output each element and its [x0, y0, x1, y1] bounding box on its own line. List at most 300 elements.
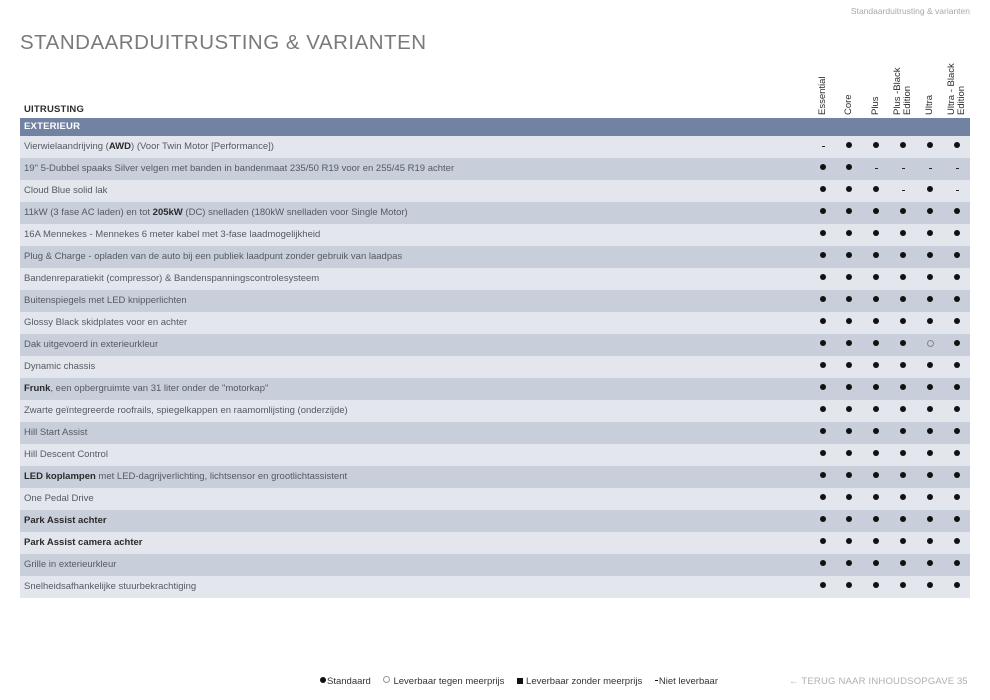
availability-cell: [947, 246, 967, 268]
standard-dot-icon: [873, 362, 879, 368]
standard-dot-icon: [900, 582, 906, 588]
table-row: [20, 136, 970, 158]
standard-dot-icon: [900, 208, 906, 214]
legend: [320, 676, 728, 687]
standard-dot-icon: [954, 208, 960, 214]
standard-dot-icon: [846, 582, 852, 588]
availability-cell: [866, 378, 886, 400]
not-available-dash-icon: [956, 190, 959, 192]
table-row: [20, 202, 970, 224]
availability-cell: [839, 444, 859, 466]
availability-cell: [813, 224, 833, 246]
availability-cell: [866, 532, 886, 554]
availability-cell: [813, 290, 833, 312]
availability-cell: [920, 290, 940, 312]
feature-label: [24, 576, 196, 598]
availability-cell: [866, 444, 886, 466]
availability-cell: [947, 334, 967, 356]
standard-dot-icon: [927, 384, 933, 390]
standard-dot-icon: [846, 538, 852, 544]
table-row: [20, 488, 970, 510]
standard-dot-icon: [954, 428, 960, 434]
availability-cell: [893, 576, 913, 598]
optional-circle-icon: [927, 340, 934, 347]
table-row: [20, 224, 970, 246]
standard-dot-icon: [927, 296, 933, 302]
standard-dot-icon: [954, 362, 960, 368]
feature-label-text: Grille in exterieurkleur: [24, 559, 117, 570]
standard-dot-icon: [927, 538, 933, 544]
feature-label: [24, 356, 95, 378]
standard-dot-icon: [820, 186, 826, 192]
availability-cell: [813, 532, 833, 554]
standard-dot-icon: [846, 516, 852, 522]
standard-dot-icon: [927, 428, 933, 434]
availability-cell: [893, 158, 913, 180]
table-row: [20, 378, 970, 400]
standard-dot-icon: [900, 230, 906, 236]
standard-dot-icon: [900, 296, 906, 302]
feature-label: [24, 510, 107, 532]
standard-dot-icon: [846, 274, 852, 280]
availability-cell: [947, 202, 967, 224]
standard-dot-icon: [954, 516, 960, 522]
feature-label-bold: LED koplampen: [24, 471, 96, 482]
feature-label: [24, 334, 158, 356]
availability-cell: [920, 158, 940, 180]
standard-dot-icon: [954, 142, 960, 148]
feature-label-text: , een opbergruimte van 31 liter onder de "motorkap": [50, 383, 269, 394]
row-header-label: UITRUSTING: [24, 104, 85, 115]
availability-cell: [813, 334, 833, 356]
availability-cell: [813, 422, 833, 444]
availability-cell: [893, 246, 913, 268]
availability-cell: [893, 488, 913, 510]
standard-dot-icon: [954, 384, 960, 390]
standard-dot-icon: [900, 318, 906, 324]
table-row: [20, 246, 970, 268]
feature-label-text: Glossy Black skidplates voor en achter: [24, 317, 188, 328]
availability-cell: [839, 510, 859, 532]
availability-cell: [813, 444, 833, 466]
table-row: [20, 422, 970, 444]
column-header-line: Edition: [956, 85, 967, 115]
availability-cell: [839, 356, 859, 378]
availability-cell: [813, 576, 833, 598]
standard-dot-icon: [820, 252, 826, 258]
standard-dot-icon: [820, 538, 826, 544]
availability-cell: [920, 444, 940, 466]
feature-label: [24, 554, 116, 576]
availability-cell: [920, 532, 940, 554]
column-header: [818, 76, 828, 115]
table-row: [20, 532, 970, 554]
standard-dot-icon: [873, 252, 879, 258]
feature-label-text: Plug & Charge - opladen van de auto bij een publiek laadpunt zonder gebruik van laadpas: [24, 251, 403, 262]
availability-cell: [947, 356, 967, 378]
availability-cell: [839, 180, 859, 202]
standard-dot-icon: [846, 296, 852, 302]
availability-cell: [813, 158, 833, 180]
standard-dot-icon: [873, 494, 879, 500]
feature-label-text: (DC) snelladen (180kW snelladen voor Single Motor): [182, 207, 408, 218]
standard-dot-icon: [820, 472, 826, 478]
feature-label-text: 16A Mennekes - Mennekes 6 meter kabel met 3-fase laadmogelijkheid: [24, 229, 321, 240]
standard-dot-icon: [900, 384, 906, 390]
feature-label-text: Bandenreparatiekit (compressor) & Bandenspanningscontrolesysteem: [24, 273, 320, 284]
feature-label: [24, 158, 454, 180]
standard-dot-icon: [846, 384, 852, 390]
availability-cell: [813, 356, 833, 378]
availability-cell: [839, 334, 859, 356]
column-header: [844, 94, 854, 115]
feature-label: [24, 488, 94, 510]
standard-dot-icon: [873, 384, 879, 390]
standard-dot-icon: [954, 450, 960, 456]
availability-cell: [893, 312, 913, 334]
standard-dot-icon: [927, 208, 933, 214]
availability-cell: [893, 510, 913, 532]
availability-cell: [893, 136, 913, 158]
availability-cell: [839, 532, 859, 554]
availability-cell: [839, 488, 859, 510]
table-row: [20, 400, 970, 422]
feature-label: [24, 136, 274, 158]
availability-cell: [813, 136, 833, 158]
standard-dot-icon: [846, 560, 852, 566]
table-row: [20, 510, 970, 532]
availability-cell: [839, 202, 859, 224]
feature-label-text: Zwarte geïntegreerde roofrails, spiegelkappen en raamomlijsting (onderzijde): [24, 405, 348, 416]
availability-cell: [893, 224, 913, 246]
availability-cell: [839, 158, 859, 180]
standard-dot-icon: [846, 208, 852, 214]
page-number: 35: [957, 676, 968, 687]
standard-dot-icon: [873, 296, 879, 302]
availability-cell: [893, 180, 913, 202]
availability-cell: [839, 400, 859, 422]
standard-dot-icon: [954, 472, 960, 478]
availability-cell: [947, 180, 967, 202]
availability-cell: [839, 378, 859, 400]
availability-cell: [893, 268, 913, 290]
availability-cell: [813, 554, 833, 576]
standard-dot-icon: [927, 494, 933, 500]
availability-cell: [813, 312, 833, 334]
feature-label: [24, 224, 320, 246]
availability-cell: [839, 422, 859, 444]
availability-cell: [947, 444, 967, 466]
standard-dot-icon: [820, 516, 826, 522]
table-row: [20, 576, 970, 598]
feature-label: [24, 180, 107, 202]
standard-dot-icon: [846, 230, 852, 236]
standard-dot-icon: [927, 362, 933, 368]
availability-cell: [893, 422, 913, 444]
availability-cell: [839, 290, 859, 312]
availability-cell: [893, 444, 913, 466]
running-head: Standaarduitrusting & varianten: [850, 6, 970, 16]
standard-dot-icon: [954, 296, 960, 302]
availability-cell: [866, 312, 886, 334]
standard-dot-icon: [846, 494, 852, 500]
feature-label-text: Hill Start Assist: [24, 427, 88, 438]
standard-dot-icon: [927, 582, 933, 588]
availability-cell: [866, 400, 886, 422]
availability-cell: [920, 180, 940, 202]
standard-dot-icon: [846, 406, 852, 412]
column-header-line: Plus -Black: [892, 67, 903, 115]
standard-dot-icon: [900, 252, 906, 258]
standard-dot-icon: [873, 406, 879, 412]
feature-label: [24, 466, 347, 488]
availability-cell: [839, 268, 859, 290]
availability-cell: [947, 466, 967, 488]
feature-label-text: Hill Descent Control: [24, 449, 108, 460]
availability-cell: [947, 554, 967, 576]
standard-dot-icon: [846, 472, 852, 478]
standard-dot-icon: [927, 230, 933, 236]
availability-cell: [813, 466, 833, 488]
availability-cell: [893, 400, 913, 422]
standard-dot-icon: [873, 538, 879, 544]
feature-label-text: Buitenspiegels met LED knipperlichten: [24, 295, 187, 306]
availability-cell: [920, 400, 940, 422]
availability-cell: [920, 356, 940, 378]
filled-square-icon: [517, 678, 523, 684]
availability-cell: [920, 202, 940, 224]
standard-dot-icon: [820, 494, 826, 500]
table-row: [20, 444, 970, 466]
standard-dot-icon: [846, 164, 852, 170]
standard-dot-icon: [900, 406, 906, 412]
availability-cell: [947, 576, 967, 598]
availability-cell: [893, 334, 913, 356]
column-header-line: Essential: [817, 76, 828, 115]
feature-label-text: Dynamic chassis: [24, 361, 96, 372]
availability-cell: [947, 290, 967, 312]
availability-cell: [947, 400, 967, 422]
availability-cell: [866, 202, 886, 224]
not-available-dash-icon: [822, 146, 825, 148]
standard-dot-icon: [927, 450, 933, 456]
standard-dot-icon: [927, 516, 933, 522]
feature-label-text: 11kW (3 fase AC laden) en tot: [24, 207, 153, 218]
standard-dot-icon: [927, 318, 933, 324]
availability-cell: [839, 246, 859, 268]
not-available-dash-icon: [875, 168, 878, 170]
availability-cell: [813, 268, 833, 290]
back-to-contents-link[interactable]: ← TERUG NAAR INHOUDSOPGAVE: [789, 676, 955, 687]
standard-dot-icon: [900, 560, 906, 566]
column-header-line: Core: [843, 94, 854, 115]
feature-label-bold: Park Assist camera achter: [24, 537, 143, 548]
availability-cell: [866, 554, 886, 576]
standard-dot-icon: [820, 230, 826, 236]
availability-cell: [947, 268, 967, 290]
standard-dot-icon: [820, 340, 826, 346]
standard-dot-icon: [900, 516, 906, 522]
not-available-dash-icon: [929, 168, 932, 170]
filled-circle-icon: [320, 677, 326, 683]
feature-label: [24, 532, 142, 554]
standard-dot-icon: [954, 494, 960, 500]
feature-label-bold: Frunk: [24, 383, 51, 394]
availability-cell: [947, 532, 967, 554]
standard-dot-icon: [954, 560, 960, 566]
table-row: [20, 268, 970, 290]
availability-cell: [813, 202, 833, 224]
availability-cell: [813, 246, 833, 268]
availability-cell: [920, 488, 940, 510]
availability-cell: [866, 158, 886, 180]
feature-label: [24, 400, 348, 422]
legend-option-free-label: Leverbaar zonder meerprijs: [526, 676, 643, 687]
standard-dot-icon: [900, 472, 906, 478]
standard-dot-icon: [820, 582, 826, 588]
feature-label-text: Snelheidsafhankelijke stuurbekrachtiging: [24, 581, 197, 592]
standard-dot-icon: [846, 340, 852, 346]
column-header-line: Plus: [870, 96, 881, 115]
availability-cell: [947, 224, 967, 246]
availability-cell: [920, 136, 940, 158]
standard-dot-icon: [820, 362, 826, 368]
standard-dot-icon: [954, 582, 960, 588]
legend-standard: [320, 676, 371, 687]
standard-dot-icon: [820, 428, 826, 434]
standard-dot-icon: [820, 318, 826, 324]
standard-dot-icon: [927, 560, 933, 566]
availability-cell: [920, 576, 940, 598]
availability-cell: [866, 136, 886, 158]
availability-cell: [920, 510, 940, 532]
table-row: [20, 290, 970, 312]
standard-dot-icon: [873, 428, 879, 434]
availability-cell: [920, 246, 940, 268]
standard-dot-icon: [954, 340, 960, 346]
feature-label-bold: AWD: [108, 141, 132, 152]
standard-dot-icon: [873, 582, 879, 588]
equipment-table: [20, 136, 970, 598]
not-available-dash-icon: [956, 168, 959, 170]
availability-cell: [866, 466, 886, 488]
availability-cell: [893, 202, 913, 224]
standard-dot-icon: [927, 186, 933, 192]
standard-dot-icon: [900, 428, 906, 434]
standard-dot-icon: [846, 318, 852, 324]
column-header: [947, 63, 967, 115]
availability-cell: [866, 246, 886, 268]
standard-dot-icon: [873, 318, 879, 324]
standard-dot-icon: [846, 186, 852, 192]
standard-dot-icon: [927, 406, 933, 412]
availability-cell: [920, 554, 940, 576]
standard-dot-icon: [900, 274, 906, 280]
standard-dot-icon: [954, 538, 960, 544]
standard-dot-icon: [954, 252, 960, 258]
availability-cell: [947, 136, 967, 158]
legend-not-available-label: Niet leverbaar: [658, 676, 718, 687]
feature-label-text: One Pedal Drive: [24, 493, 94, 504]
standard-dot-icon: [846, 450, 852, 456]
standard-dot-icon: [846, 142, 852, 148]
standard-dot-icon: [900, 340, 906, 346]
standard-dot-icon: [927, 252, 933, 258]
availability-cell: [866, 488, 886, 510]
feature-label: [24, 312, 187, 334]
standard-dot-icon: [954, 406, 960, 412]
column-header: [893, 67, 913, 115]
standard-dot-icon: [900, 362, 906, 368]
availability-cell: [947, 488, 967, 510]
standard-dot-icon: [900, 494, 906, 500]
standard-dot-icon: [873, 142, 879, 148]
availability-cell: [947, 510, 967, 532]
standard-dot-icon: [873, 516, 879, 522]
availability-cell: [866, 356, 886, 378]
feature-label: [24, 290, 187, 312]
feature-label-text: met LED-dagrijverlichting, lichtsensor en grootlichtassistent: [95, 471, 348, 482]
standard-dot-icon: [820, 406, 826, 412]
availability-cell: [866, 422, 886, 444]
availability-cell: [920, 268, 940, 290]
feature-label-text: Vierwielaandrijving (: [24, 141, 109, 152]
standard-dot-icon: [873, 560, 879, 566]
standard-dot-icon: [900, 538, 906, 544]
section-header-exterieur: EXTERIEUR: [20, 118, 970, 136]
standard-dot-icon: [820, 450, 826, 456]
availability-cell: [920, 422, 940, 444]
feature-label-text: 19" 5-Dubbel spaaks Silver velgen met banden in bandenmaat 235/50 R19 voor en 255/45 R19 achter: [24, 163, 455, 174]
feature-label: [24, 268, 319, 290]
standard-dot-icon: [900, 450, 906, 456]
table-row: [20, 312, 970, 334]
availability-cell: [893, 466, 913, 488]
feature-label-text: ) (Voor Twin Motor [Performance]): [131, 141, 274, 152]
standard-dot-icon: [873, 208, 879, 214]
availability-cell: [866, 576, 886, 598]
standard-dot-icon: [900, 142, 906, 148]
availability-cell: [866, 268, 886, 290]
standard-dot-icon: [873, 274, 879, 280]
availability-cell: [920, 312, 940, 334]
standard-dot-icon: [873, 230, 879, 236]
availability-cell: [813, 378, 833, 400]
availability-cell: [839, 224, 859, 246]
availability-cell: [947, 158, 967, 180]
legend-option-paid: [383, 676, 504, 687]
legend-option-free: [517, 676, 642, 687]
standard-dot-icon: [846, 252, 852, 258]
column-header-line: Edition: [902, 85, 913, 115]
feature-label-bold: Park Assist achter: [24, 515, 107, 526]
feature-label: [24, 202, 408, 224]
standard-dot-icon: [820, 208, 826, 214]
availability-cell: [920, 466, 940, 488]
page-title: STANDAARDUITRUSTING & VARIANTEN: [20, 31, 427, 54]
feature-label: [24, 444, 108, 466]
availability-cell: [839, 136, 859, 158]
table-row: [20, 180, 970, 202]
availability-cell: [947, 312, 967, 334]
standard-dot-icon: [846, 362, 852, 368]
standard-dot-icon: [820, 296, 826, 302]
availability-cell: [893, 554, 913, 576]
table-row: [20, 466, 970, 488]
standard-dot-icon: [820, 274, 826, 280]
legend-standard-label: Standaard: [327, 676, 371, 687]
standard-dot-icon: [873, 450, 879, 456]
